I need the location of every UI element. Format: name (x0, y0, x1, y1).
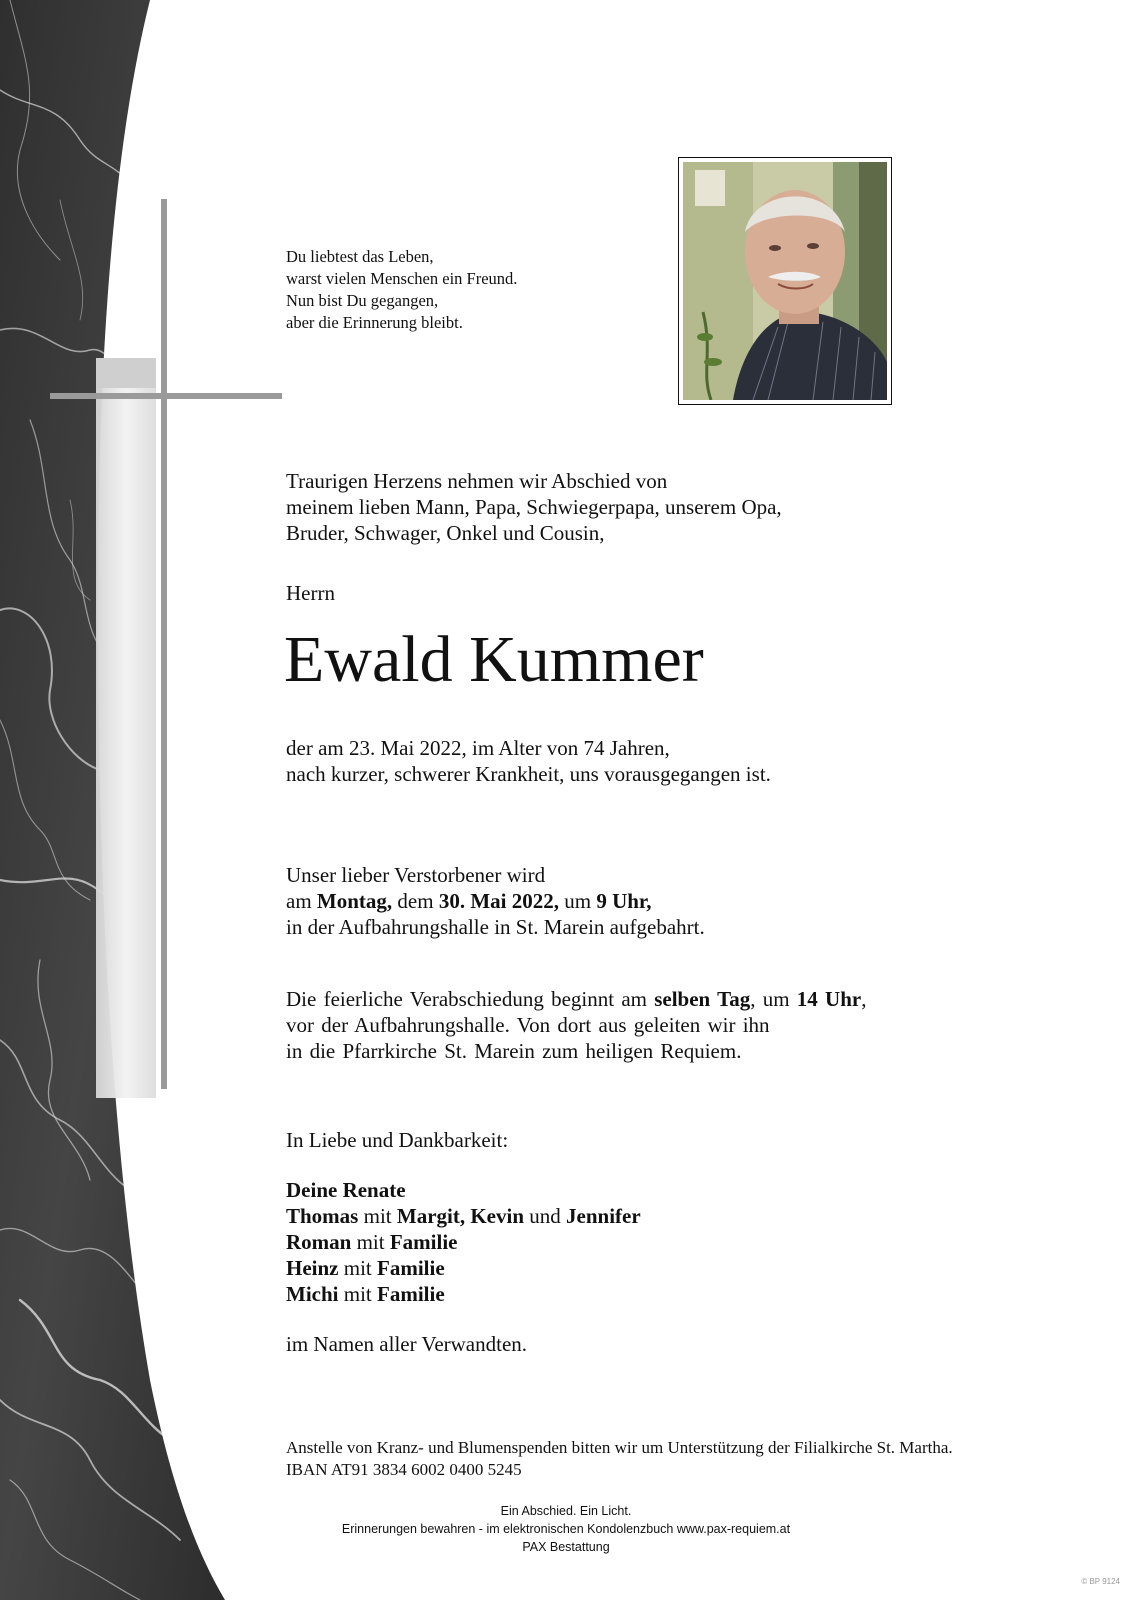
family-row (286, 1281, 641, 1307)
viewing-line: in der Aufbahrungshalle in St. Marein aufgebahrt. (286, 915, 705, 939)
poem (286, 246, 517, 334)
footer (312, 1502, 820, 1556)
text: mit (351, 1230, 390, 1254)
text: und (524, 1204, 567, 1228)
death-info (286, 735, 771, 787)
family-name: Thomas (286, 1204, 359, 1228)
text: , um (750, 987, 797, 1011)
family-row (286, 1255, 641, 1281)
family-name: Jennifer (566, 1204, 641, 1228)
ceremony-line: in die Pfarrkirche St. Marein zum heiligen Requiem. (286, 1039, 742, 1063)
poem-line: Du liebtest das Leben, (286, 247, 434, 266)
family-row (286, 1229, 641, 1255)
poem-line: Nun bist Du gegangen, (286, 291, 439, 310)
death-info-line: der am 23. Mai 2022, im Alter von 74 Jahren, (286, 736, 670, 760)
family-name: Heinz (286, 1256, 339, 1280)
text: um (558, 889, 597, 913)
family-list (286, 1177, 641, 1307)
text: am (286, 889, 317, 913)
intro-line: meinem lieben Mann, Papa, Schwiegerpapa, unserem Opa, (286, 495, 782, 519)
family-row (286, 1203, 641, 1229)
family-name: Roman (286, 1230, 352, 1254)
print-code: © BP 9124 (1081, 1577, 1120, 1586)
gratitude (286, 1127, 508, 1153)
salutation-text: Herrn (286, 581, 335, 605)
intro-line: Bruder, Schwager, Onkel und Cousin, (286, 521, 605, 545)
donation-info (286, 1437, 953, 1481)
portrait-photo (678, 157, 892, 405)
text: Die feierliche Verabschiedung beginnt am (286, 987, 655, 1011)
text: mit (338, 1256, 378, 1280)
text: mit (338, 1282, 378, 1306)
family-name: Margit, Kevin (396, 1204, 525, 1228)
salutation (286, 580, 335, 606)
footer-line: Ein Abschied. Ein Licht. (500, 1504, 632, 1518)
ceremony-day: selben Tag (654, 987, 751, 1011)
family-row (286, 1177, 641, 1203)
viewing-time: 9 Uhr, (596, 889, 652, 913)
cross-ornament (0, 0, 300, 1100)
ceremony-line: vor der Aufbahrungshalle. Von dort aus geleiten wir ihn (286, 1013, 770, 1037)
viewing-info (286, 862, 705, 940)
family-name: Deine Renate (286, 1178, 406, 1202)
deceased-name: Ewald Kummer (284, 623, 704, 696)
portrait-image (683, 162, 887, 400)
viewing-line (286, 888, 705, 914)
ceremony-info (286, 986, 866, 1064)
text: mit (358, 1204, 397, 1228)
ceremony-line (286, 986, 866, 1012)
gratitude-text: In Liebe und Dankbarkeit: (286, 1128, 509, 1152)
death-info-line: nach kurzer, schwerer Krankheit, uns vorausgegangen ist. (286, 762, 771, 786)
footer-line: PAX Bestattung (522, 1540, 610, 1554)
intro-line: Traurigen Herzens nehmen wir Abschied von (286, 469, 668, 493)
viewing-day: Montag, (316, 889, 393, 913)
ceremony-time: 14 Uhr (796, 987, 862, 1011)
family-name: Familie (377, 1256, 445, 1280)
relatives (286, 1331, 527, 1357)
family-name: Familie (377, 1282, 445, 1306)
viewing-line: Unser lieber Verstorbener wird (286, 863, 546, 887)
text: , (861, 987, 867, 1011)
intro-text (286, 468, 782, 546)
text: dem (392, 889, 439, 913)
family-name: Familie (389, 1230, 458, 1254)
relatives-text: im Namen aller Verwandten. (286, 1332, 528, 1356)
poem-line: warst vielen Menschen ein Freund. (286, 269, 518, 288)
viewing-date: 30. Mai 2022, (438, 889, 559, 913)
footer-line: Erinnerungen bewahren - im elektronischen Kondolenzbuch www.pax-requiem.at (341, 1522, 791, 1536)
family-name: Michi (286, 1282, 339, 1306)
poem-line: aber die Erinnerung bleibt. (286, 313, 463, 332)
iban: IBAN AT91 3834 6002 0400 5245 (286, 1460, 522, 1479)
donation-line: Anstelle von Kranz- und Blumenspenden bitten wir um Unterstützung der Filialkirche St. Martha. (286, 1438, 953, 1457)
